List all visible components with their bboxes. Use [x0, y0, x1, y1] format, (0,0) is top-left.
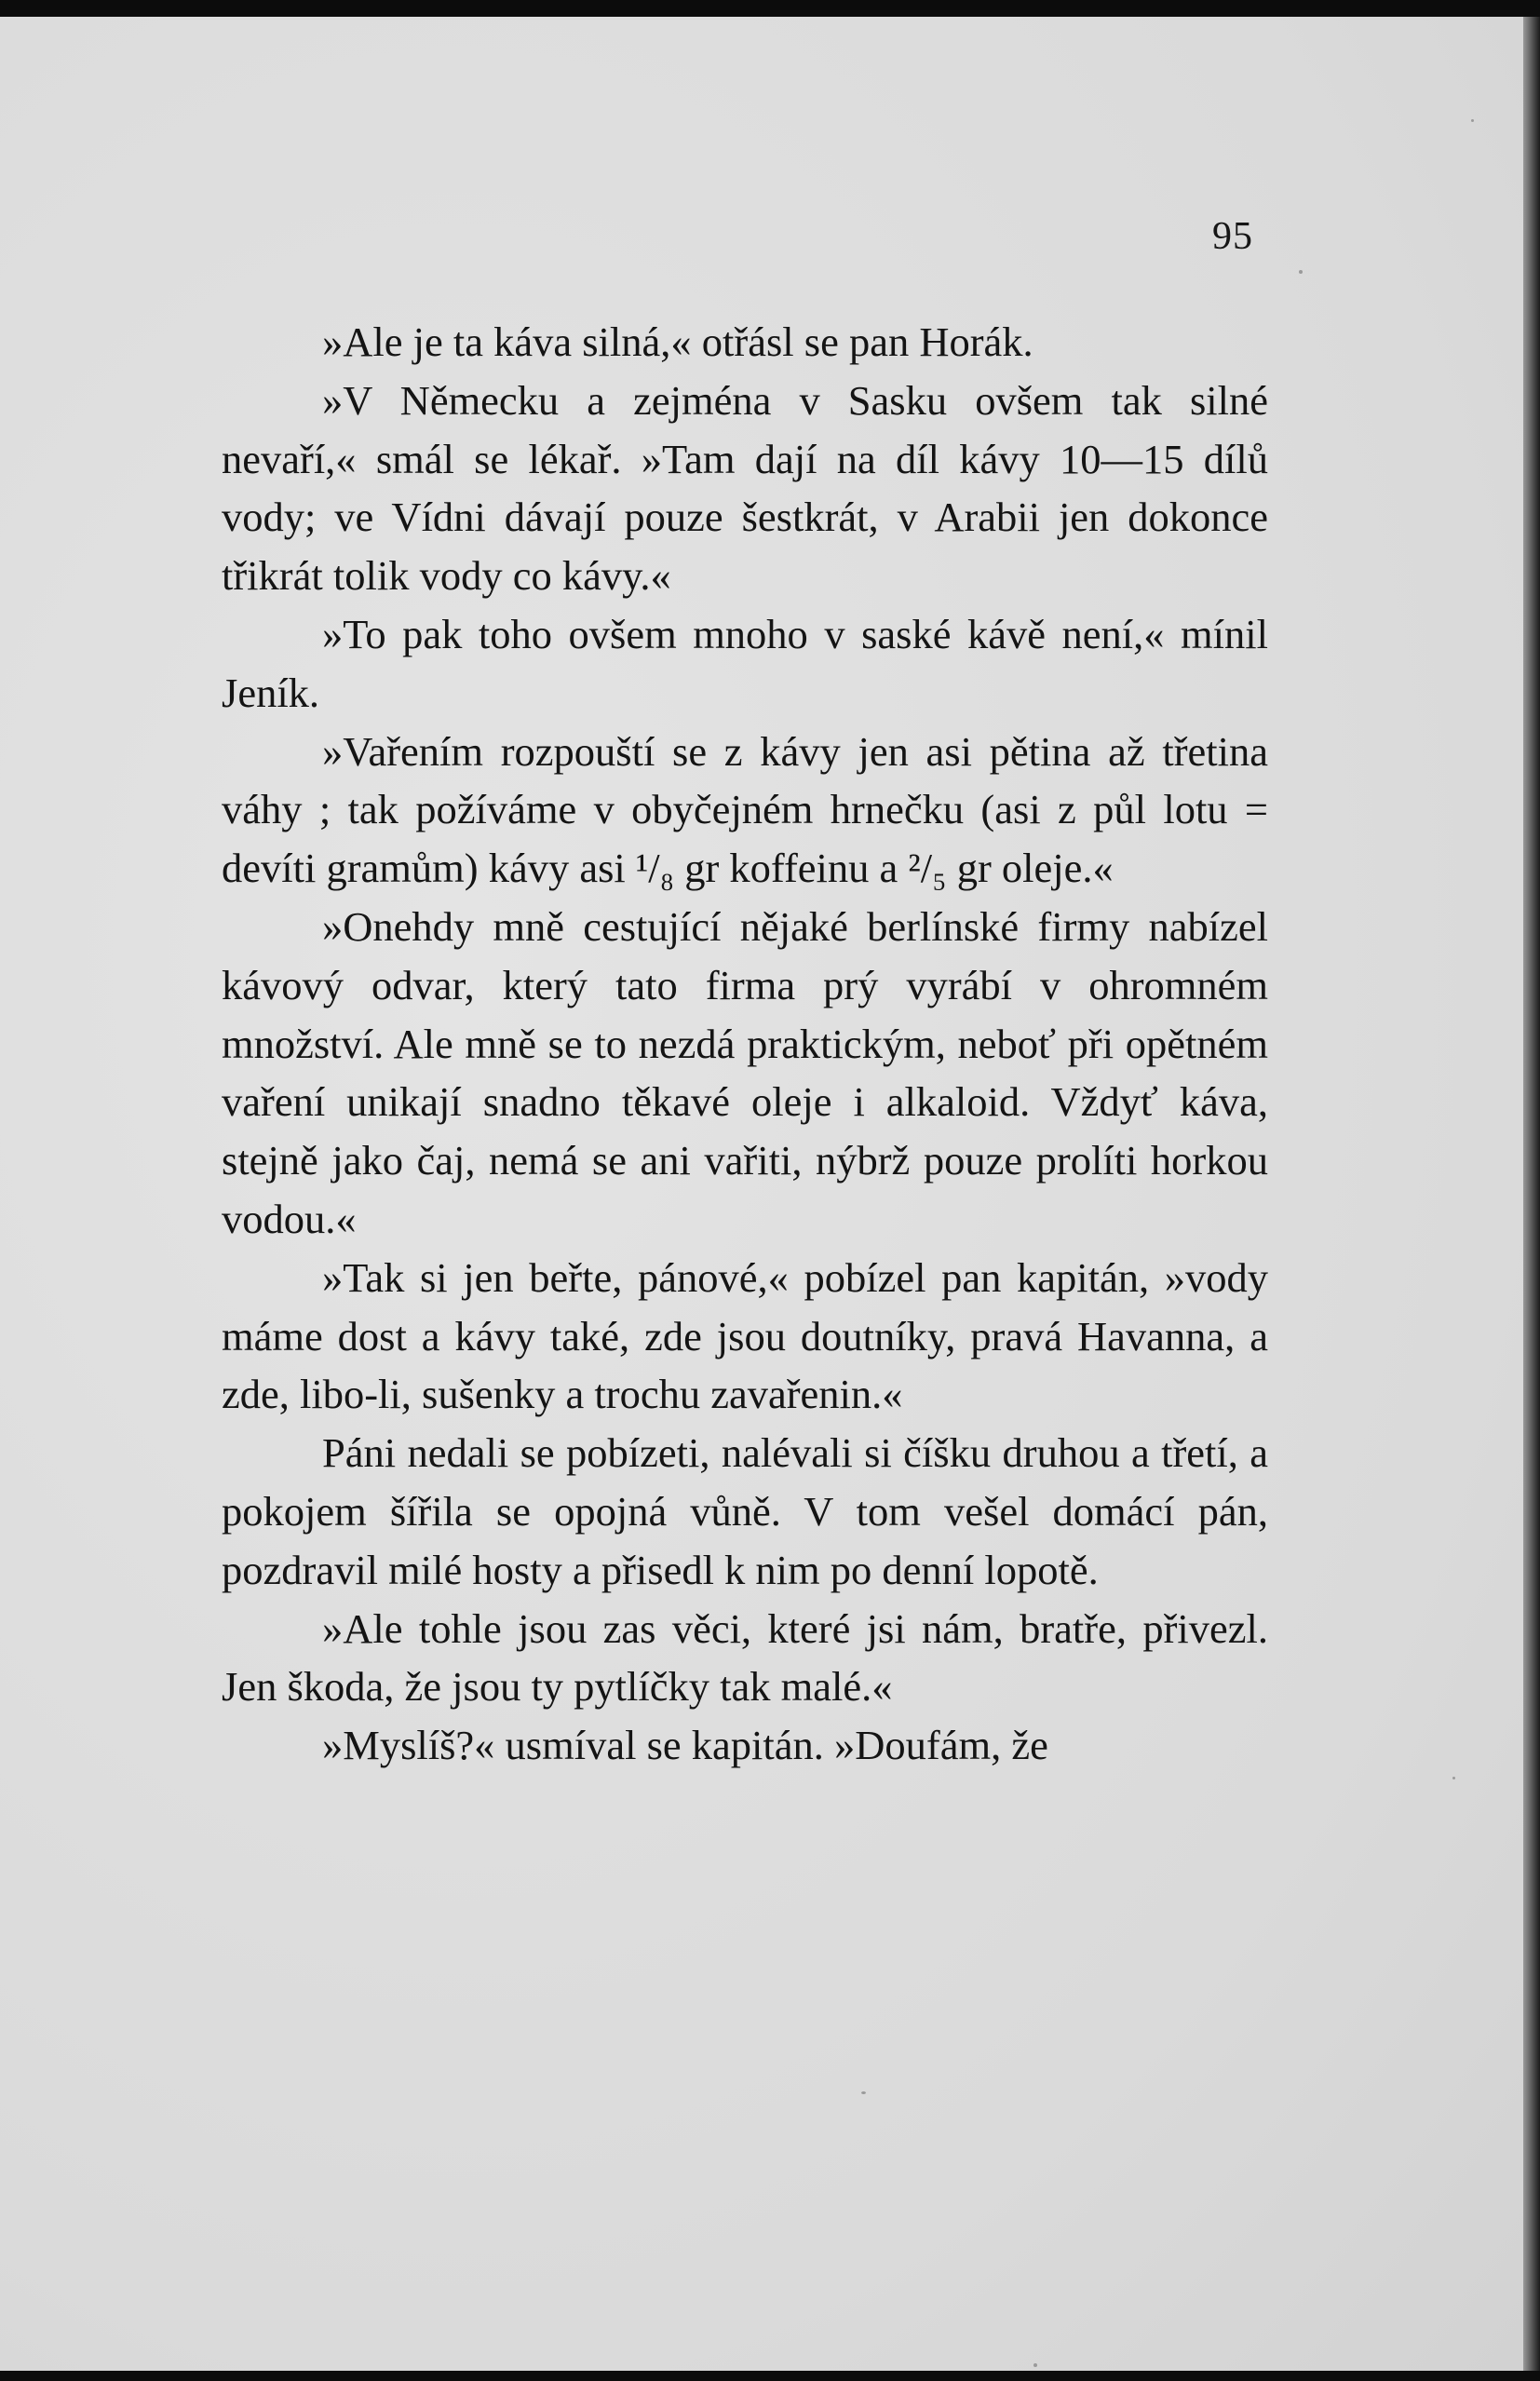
paragraph: »Onehdy mně cestující nějaké berlínské firmy nabízel kávový odvar, který tato firma prý vyrábí v ohromném množství. Ale mně se to nezdá praktickým, neboť při opětném vaření unikají snadno těkavé oleje i alkaloid. Vždyť káva, stejně jako čaj, nemá se ani vařiti, nýbrž pouze prolíti horkou vodou.«: [222, 902, 1268, 1242]
paper-speck: [861, 2091, 866, 2094]
page-edge-shadow: [1523, 17, 1540, 2371]
book-page: [0, 17, 1523, 2371]
paragraph: »Ale tohle jsou zas věci, které jsi nám, bratře, přivezl. Jen škoda, že jsou ty pytlíčky tak malé.«: [222, 1604, 1268, 1711]
paragraph: »Myslíš?« usmíval se kapitán. »Doufám, že: [322, 1722, 1048, 1769]
paragraph: »Vařením rozpouští se z kávy jen asi pětina až třetina váhy ; tak požíváme v obyčejném hrnečku (asi z půl lotu = devíti gramům) kávy asi ¹/₈ gr koffeinu a ²/₅ gr oleje.«: [222, 727, 1268, 892]
paper-speck: [1452, 1777, 1455, 1779]
page-number: 95: [1212, 215, 1253, 258]
paragraph: »V Německu a zejména v Sasku ovšem tak silné nevaří,« smál se lékař. »Tam dají na díl kávy 10—15 dílů vody; ve Vídni dávají pouze šestkrát, v Arabii jen dokonce třikrát tolik vody co kávy.«: [222, 376, 1268, 600]
paper-speck: [1033, 2363, 1037, 2367]
paper-speck: [1299, 270, 1303, 274]
paragraph: Páni nedali se pobízeti, nalévali si číšku druhou a třetí, a pokojem šířila se opojná vůně. V tom vešel domácí pán, pozdravil milé hosty a přisedl k nim po denní lopotě.: [222, 1429, 1268, 1593]
paragraph: »Tak si jen beřte, pánové,« pobízel pan kapitán, »vody máme dost a kávy také, zde jsou doutníky, pravá Havanna, a zde, libo-li, sušenky a trochu zavařenin.«: [222, 1253, 1268, 1418]
body-text: [222, 313, 1268, 1775]
paper-speck: [1471, 119, 1474, 122]
paragraph: »To pak toho ovšem mnoho v saské kávě není,« mínil Jeník.: [222, 610, 1268, 716]
paragraph: »Ale je ta káva silná,« otřásl se pan Horák.: [322, 318, 1033, 365]
